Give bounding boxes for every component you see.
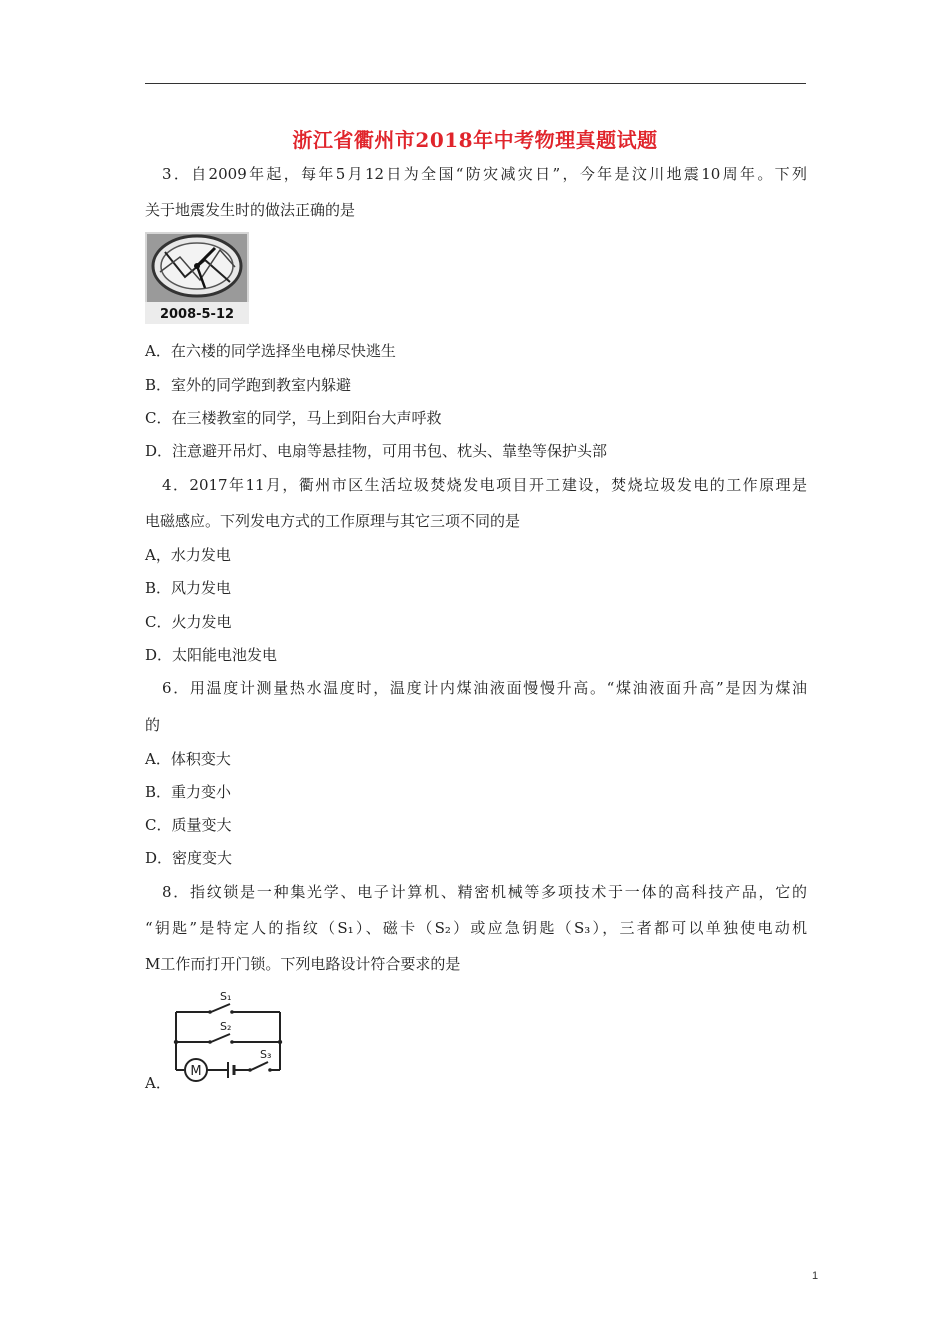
q4-option-b: B．风力发电	[145, 579, 232, 597]
label-s3: S₃	[260, 1048, 272, 1061]
q8-line-1: 8．指纹锁是一种集光学、电子计算机、精密机械等多项技术于一体的高科技产品，它的	[162, 883, 807, 901]
q8-option-a-label: A．	[145, 1074, 171, 1092]
q6-line-2: 的	[145, 716, 161, 734]
motor-label: M	[190, 1064, 202, 1079]
q6-option-d: D．密度变大	[145, 849, 233, 867]
q3-option-b: B．室外的同学跑到教室内躲避	[145, 376, 352, 394]
earthquake-clock-image	[145, 232, 249, 324]
q6-option-b: B．重力变小	[145, 783, 232, 801]
q8-line-2: “钥匙”是特定人的指纹（S₁）、磁卡（S₂）或应急钥匙（S₃），三者都可以单独使电动机	[145, 919, 807, 937]
q4-option-d: D．太阳能电池发电	[145, 646, 278, 664]
page-number: 1	[812, 1270, 819, 1282]
q6-line-1: 6．用温度计测量热水温度时，温度计内煤油液面慢慢升高。“煤油液面升高”是因为煤油	[162, 679, 807, 697]
q3-option-c: C．在三楼教室的同学，马上到阳台大声呼救	[145, 409, 442, 427]
label-s1: S₁	[220, 990, 232, 1003]
q3-option-a: A．在六楼的同学选择坐电梯尽快逃生	[145, 342, 396, 360]
q4-option-a: A，水力发电	[145, 546, 231, 564]
q6-option-a: A．体积变大	[145, 750, 231, 768]
q3-line-2: 关于地震发生时的做法正确的是	[145, 201, 356, 219]
circuit-diagram-a	[170, 990, 310, 1090]
image-caption: 2008-5-12	[159, 307, 235, 322]
q4-option-c: C．火力发电	[145, 613, 232, 631]
q3-line-1: 3．自2009年起，每年5月12日为全国“防灾减灾日”，今年是汶川地震10周年。下列	[162, 165, 807, 183]
q3-option-d: D．注意避开吊灯、电扇等悬挂物，可用书包、枕头、靠垫等保护头部	[145, 442, 608, 460]
page-title: 浙江省衢州市2018年中考物理真题试题	[292, 128, 658, 152]
q4-line-2: 电磁感应。下列发电方式的工作原理与其它三项不同的是	[145, 512, 521, 530]
label-s2: S₂	[220, 1020, 232, 1033]
header-rule	[145, 83, 806, 84]
q4-line-1: 4．2017年11月，衢州市区生活垃圾焚烧发电项目开工建设，焚烧垃圾发电的工作原理是	[162, 476, 807, 494]
q6-option-c: C．质量变大	[145, 816, 232, 834]
q8-line-3: M工作而打开门锁。下列电路设计符合要求的是	[145, 955, 461, 973]
